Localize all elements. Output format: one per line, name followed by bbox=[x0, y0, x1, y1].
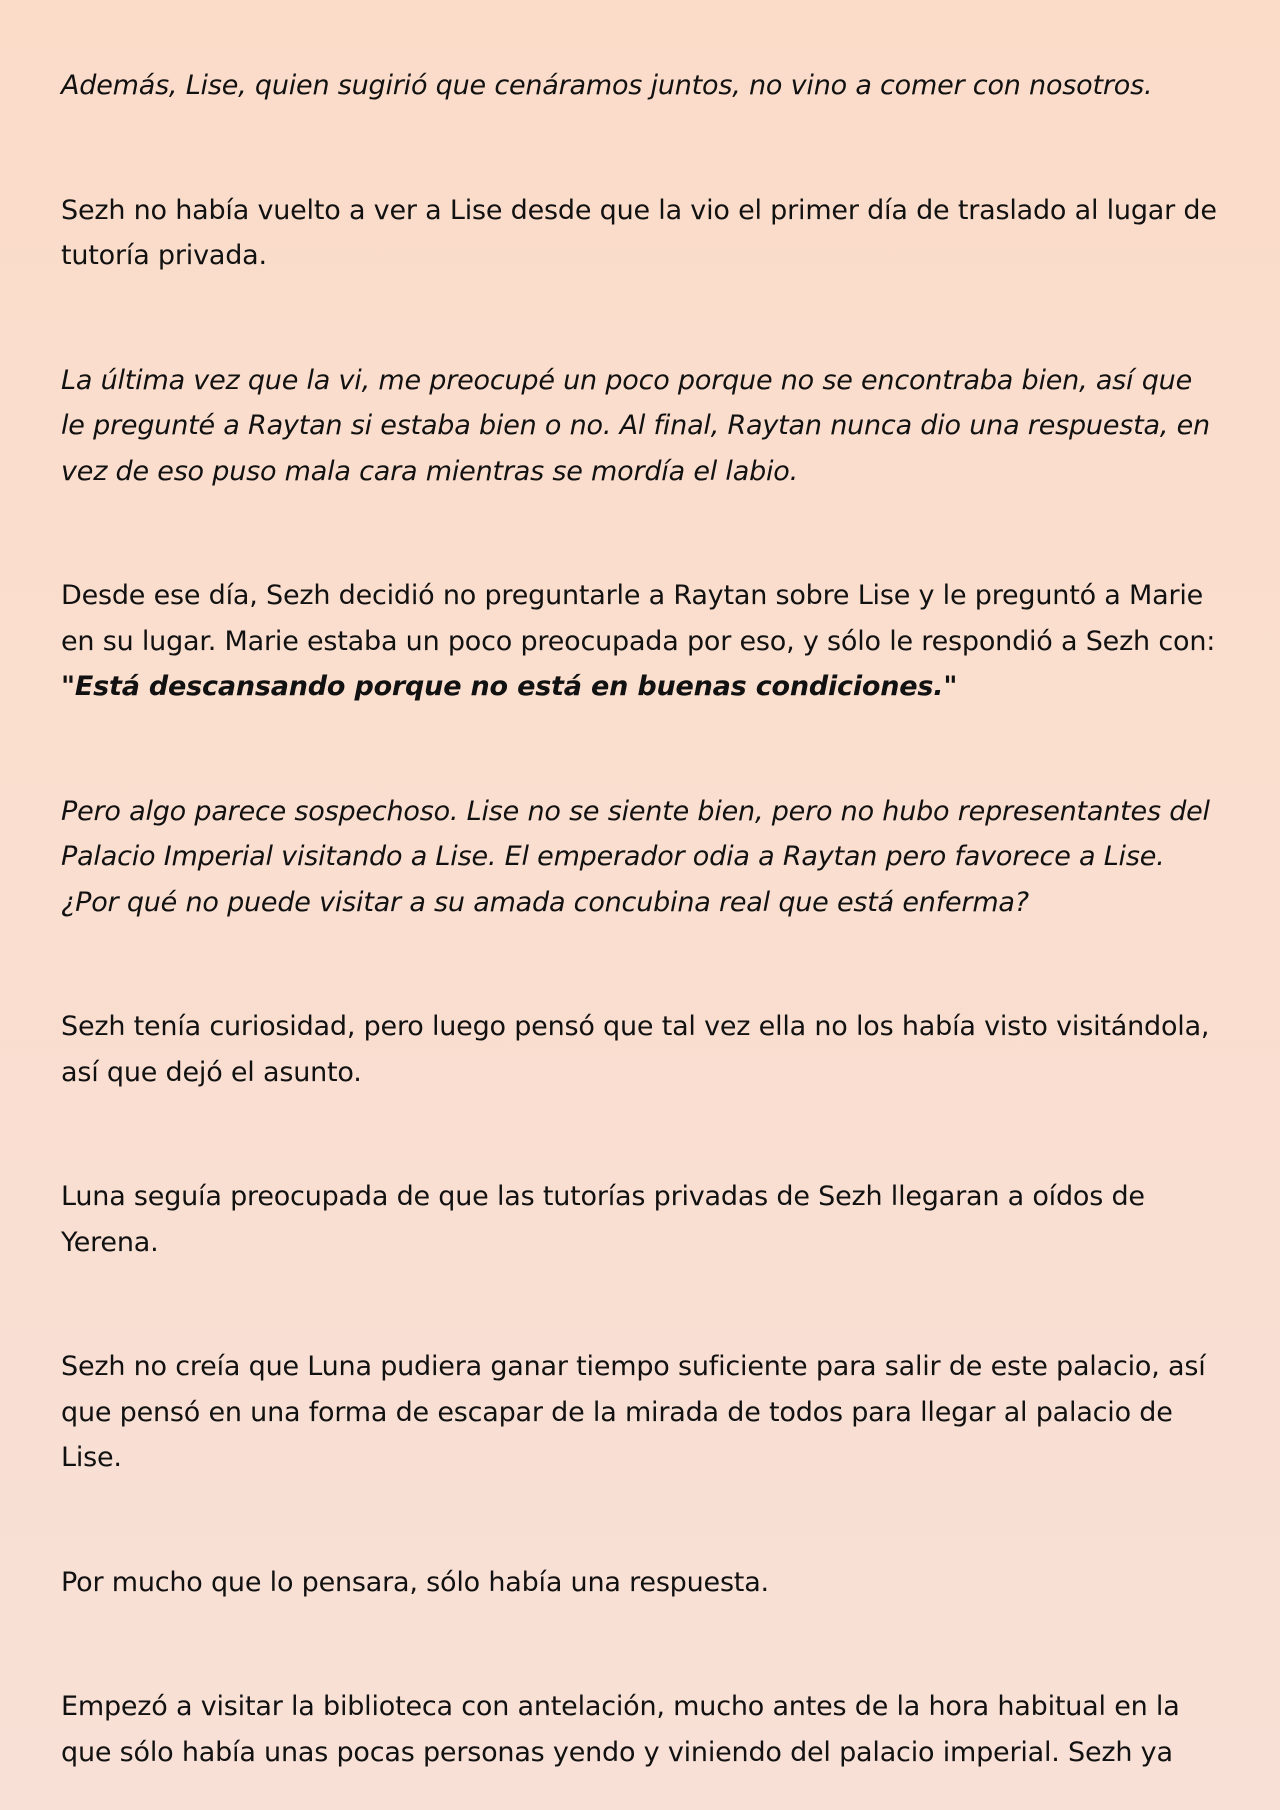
paragraph-4-text: Desde ese día, Sezh decidió no preguntarle a Raytan sobre Lise y le preguntó a Marie en su lugar. Marie estaba un poco preocupada por eso, y sólo le respondió a Sezh con: bbox=[61, 580, 1216, 657]
paragraph-2: Sezh no había vuelto a ver a Lise desde que la vio el primer día de traslado al lugar de tutoría privada. bbox=[61, 194, 1217, 271]
paragraph-9: Por mucho que lo pensara, sólo había una respuesta. bbox=[61, 1566, 769, 1598]
paragraph-4 bbox=[61, 573, 1220, 710]
paragraph-1: Además, Lise, quien sugirió que cenáramos juntos, no vino a comer con nosotros. bbox=[61, 70, 1153, 101]
paragraph-6: Sezh tenía curiosidad, pero luego pensó que tal vez ella no los había visto visitándola, así que dejó el asunto. bbox=[61, 1011, 1210, 1088]
paragraph-4-quote: "Está descansando porque no está en buenas condiciones." bbox=[61, 671, 958, 702]
paragraph-10: Empezó a visitar la biblioteca con antelación, mucho antes de la hora habitual en la que sólo había unas pocas personas yendo y viniendo del palacio imperial. Sezh ya bbox=[61, 1691, 1180, 1768]
paragraph-3: La última vez que la vi, me preocupé un poco porque no se encontraba bien, así que le pregunté a Raytan si estaba bien o no. Al final, Raytan nunca dio una respuesta, en vez de eso puso mala cara mientras se mordía el labio. bbox=[61, 364, 1210, 487]
paragraph-8: Sezh no creía que Luna pudiera ganar tiempo suficiente para salir de este palacio, así que pensó en una forma de escapar de la mirada de todos para llegar al palacio de Lise. bbox=[61, 1351, 1206, 1473]
paragraph-5: Pero algo parece sospechoso. Lise no se siente bien, pero no hubo representantes del Palacio Imperial visitando a Lise. El emperador odia a Raytan pero favorece a Lise. ¿Por qué no puede visitar a su amada concubina real que está enferma? bbox=[61, 795, 1210, 918]
paragraph-7: Luna seguía preocupada de que las tutorías privadas de Sezh llegaran a oídos de Yerena. bbox=[61, 1181, 1145, 1258]
